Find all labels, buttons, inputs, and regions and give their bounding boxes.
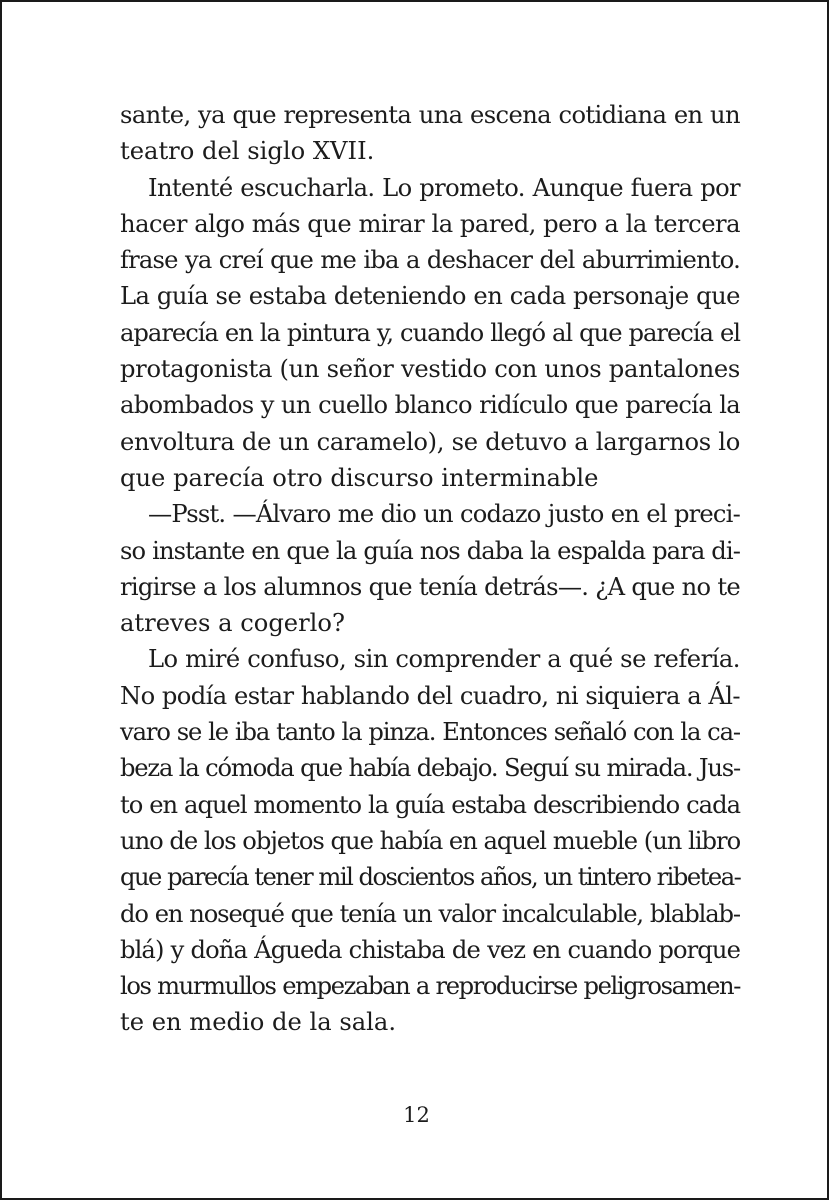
paragraph: [120, 97, 740, 170]
body-text: [120, 97, 740, 1041]
text-line: rigirse a los alumnos que tenía detrás—. ¿A que no te: [120, 572, 740, 601]
text-line: que parecía otro discurso interminable: [120, 463, 599, 492]
text-line: so instante en que la guía nos daba la espalda para di-: [120, 536, 740, 565]
text-line: hacer algo más que mirar la pared, pero a la tercera: [120, 209, 740, 238]
text-line: varo se le iba tanto la pinza. Entonces señaló con la ca-: [120, 718, 740, 747]
text-line: Lo miré confuso, sin comprender a qué se refería.: [148, 645, 740, 674]
text-line: envoltura de un caramelo), se detuvo a largarnos lo: [120, 427, 740, 456]
text-line: abombados y un cuello blanco ridículo que parecía la: [120, 391, 740, 420]
text-line: frase ya creí que me iba a deshacer del aburrimiento.: [120, 246, 740, 275]
text-line: aparecía en la pintura y, cuando llegó al que parecía el: [120, 318, 740, 347]
text-line: los murmullos empezaban a reproducirse peligrosamen-: [120, 972, 740, 1001]
paragraph: [120, 170, 740, 497]
text-line: que parecía tener mil doscientos años, un tintero ribetea-: [120, 863, 741, 892]
text-line: te en medio de la sala.: [120, 1008, 397, 1037]
text-line: No podía estar hablando del cuadro, ni siquiera a Ál-: [120, 681, 740, 710]
text-line: uno de los objetos que había en aquel mueble (un libro: [120, 826, 741, 855]
text-line: La guía se estaba deteniendo en cada personaje que: [120, 282, 740, 311]
text-line: sante, ya que representa una escena cotidiana en un: [120, 101, 740, 129]
page-number: 12: [403, 1103, 430, 1127]
text-line: beza la cómoda que había debajo. Seguí su mirada. Jus-: [120, 754, 740, 783]
text-line: blá) y doña Águeda chistaba de vez en cuando porque: [120, 935, 740, 964]
text-line: atreves a cogerlo?: [120, 609, 345, 638]
paragraph: [120, 496, 740, 641]
text-line: teatro del siglo XVII.: [120, 137, 375, 166]
text-line: to en aquel momento la guía estaba describiendo cada: [120, 790, 740, 819]
text-line: do en nosequé que tenía un valor incalculable, blablab-: [120, 899, 740, 928]
text-line: Intenté escucharla. Lo prometo. Aunque fuera por: [148, 173, 740, 202]
text-line: —Psst. —Álvaro me dio un codazo justo en el preci-: [148, 500, 740, 529]
paragraph: [120, 641, 740, 1040]
text-line: protagonista (un señor vestido con unos pantalones: [120, 355, 740, 384]
